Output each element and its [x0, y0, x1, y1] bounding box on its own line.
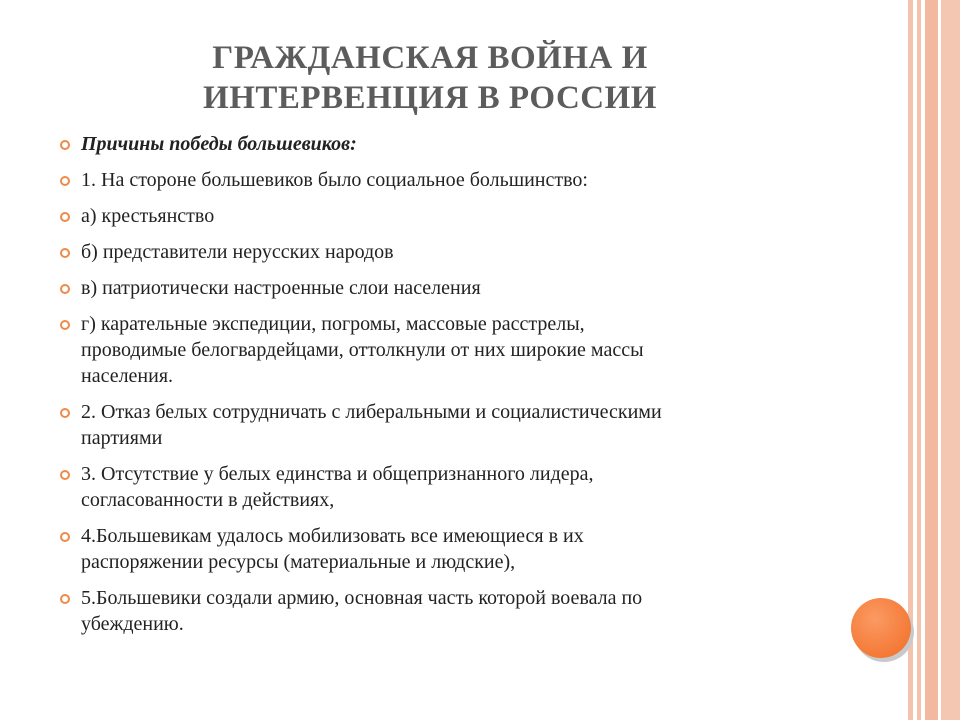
list-item-line: убеждению.: [81, 613, 184, 635]
list-item: [60, 311, 850, 389]
list-item-text: а) крестьянство: [81, 205, 215, 227]
list-item-text: 1. На стороне большевиков было социальное большинство:: [81, 169, 588, 191]
hollow-circle-bullet-icon: [60, 284, 70, 294]
hollow-circle-bullet-icon: [60, 594, 70, 604]
bullet-list: [60, 131, 850, 647]
list-item: [60, 399, 850, 451]
list-item: [60, 239, 850, 265]
list-item: [60, 167, 850, 193]
slide-title-line: ИНТЕРВЕНЦИЯ В РОССИИ: [203, 80, 657, 116]
decorative-circle-icon: [851, 598, 911, 658]
list-item: [60, 203, 850, 229]
hollow-circle-bullet-icon: [60, 176, 70, 186]
list-item-line: партиями: [81, 427, 163, 449]
hollow-circle-bullet-icon: [60, 470, 70, 480]
hollow-circle-bullet-icon: [60, 212, 70, 222]
list-item-text: [81, 311, 850, 389]
list-item-line: 3. Отсутствие у белых единства и общепризнанного лидера,: [81, 463, 594, 485]
list-item-text: Причины победы большевиков:: [81, 133, 357, 155]
hollow-circle-bullet-icon: [60, 248, 70, 258]
list-item-line: г) карательные экспедиции, погромы, массовые расстрелы,: [81, 313, 585, 335]
slide-title: [90, 38, 770, 118]
list-item: [60, 275, 850, 301]
stripe: [908, 0, 913, 720]
list-item-line: распоряжении ресурсы (материальные и людские),: [81, 551, 516, 573]
hollow-circle-bullet-icon: [60, 408, 70, 418]
slide-title-line: ГРАЖДАНСКАЯ ВОЙНА И: [212, 40, 648, 76]
list-item-text: [81, 523, 850, 575]
hollow-circle-bullet-icon: [60, 320, 70, 330]
list-item-line: 4.Большевикам удалось мобилизовать все имеющиеся в их: [81, 525, 584, 547]
list-item-line: 2. Отказ белых сотрудничать с либеральными и социалистическими: [81, 401, 662, 423]
list-item-text: б) представители нерусских народов: [81, 241, 394, 263]
stripe: [925, 0, 938, 720]
stripe: [941, 0, 960, 720]
list-item: [60, 585, 850, 637]
list-item: [60, 131, 850, 157]
list-item-text: в) патриотически настроенные слои населения: [81, 277, 481, 299]
list-item-text: [81, 399, 850, 451]
list-item-line: 5.Большевики создали армию, основная часть которой воевала по: [81, 587, 643, 609]
list-item: [60, 523, 850, 575]
list-item-line: населения.: [81, 365, 174, 387]
hollow-circle-bullet-icon: [60, 532, 70, 542]
stripe: [917, 0, 921, 720]
list-item-line: согласованности в действиях,: [81, 489, 335, 511]
list-item-text: [81, 461, 850, 513]
hollow-circle-bullet-icon: [60, 140, 70, 150]
list-item-text: [81, 585, 850, 637]
decorative-stripes: [908, 0, 960, 720]
list-item-line: проводимые белогвардейцами, оттолкнули от них широкие массы: [81, 339, 644, 361]
list-item: [60, 461, 850, 513]
